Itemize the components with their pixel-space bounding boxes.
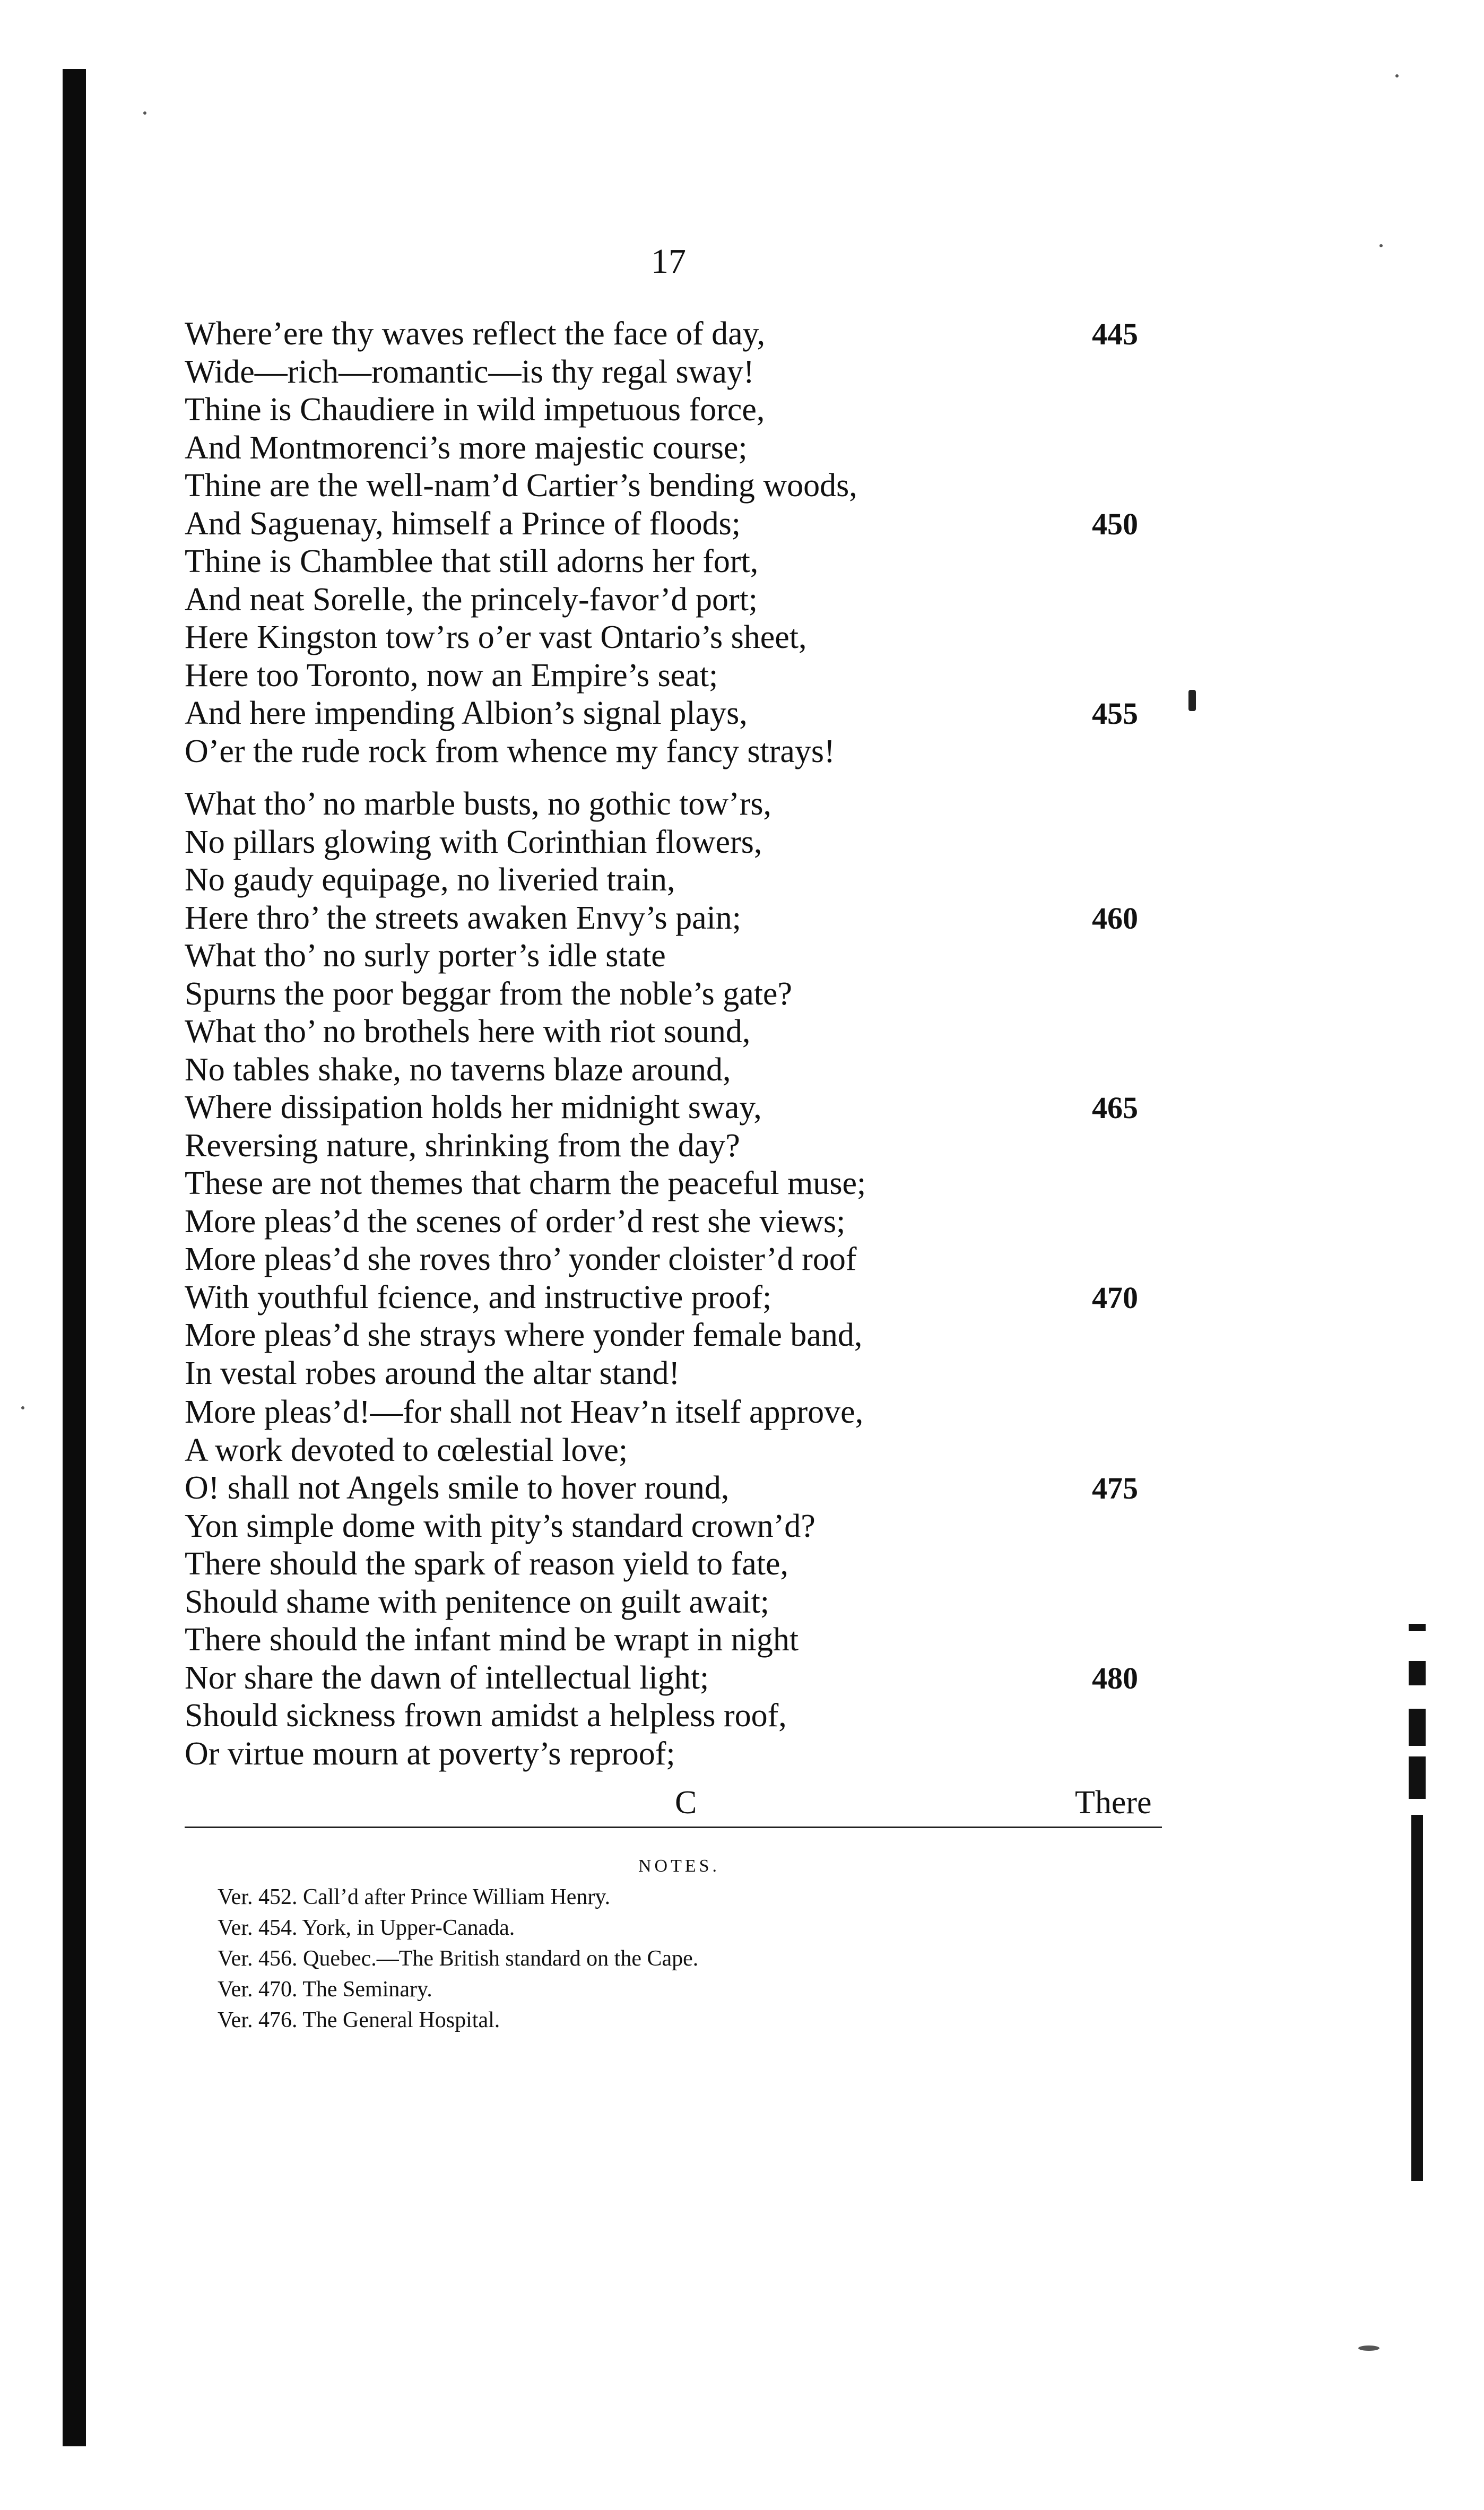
stanza xyxy=(185,1394,1193,1773)
verse-line xyxy=(185,1127,1193,1165)
verse-line xyxy=(185,1469,1193,1508)
verse-text: Thine is Chamblee that still adorns her fort, xyxy=(185,543,759,579)
scan-speck xyxy=(21,1406,24,1409)
verse-text: No pillars glowing with Corinthian flowers, xyxy=(185,824,762,860)
verse-text: Here Kingston tow’rs o’er vast Ontario’s sheet, xyxy=(185,619,807,655)
line-number: 480 xyxy=(1092,1660,1138,1695)
verse-line xyxy=(185,937,1193,975)
verse-text: These are not themes that charm the peaceful muse; xyxy=(185,1165,866,1201)
verse-line xyxy=(185,1203,1193,1241)
verse-line xyxy=(185,1089,1193,1127)
verse-line xyxy=(185,785,1193,824)
notes-list xyxy=(218,1882,1173,2036)
verse-line xyxy=(185,1432,1193,1470)
verse-line xyxy=(185,899,1193,938)
verse-text: Spurns the poor beggar from the noble’s gate? xyxy=(185,975,792,1012)
line-number: 465 xyxy=(1092,1090,1138,1125)
verse-line xyxy=(185,467,1193,505)
verse-line xyxy=(185,1013,1193,1051)
verse-text: With youthful fcience, and instructive proof; xyxy=(185,1279,772,1315)
verse-line xyxy=(185,1394,1193,1432)
verse-line xyxy=(185,657,1193,695)
verse-line xyxy=(185,1735,1193,1773)
verse-line xyxy=(185,1659,1193,1698)
stanza xyxy=(185,315,1193,771)
verse-text: O’er the rude rock from whence my fancy strays! xyxy=(185,733,835,769)
verse-line xyxy=(185,391,1193,429)
scan-speck xyxy=(1379,244,1383,247)
verse-text: Or virtue mourn at poverty’s reproof; xyxy=(185,1735,675,1772)
signature-mark: C xyxy=(675,1785,697,1821)
verse-text: Reversing nature, shrinking from the day? xyxy=(185,1127,740,1164)
verse-line xyxy=(185,543,1193,581)
verse-line xyxy=(185,861,1193,899)
verse-line xyxy=(185,824,1193,862)
line-number: 470 xyxy=(1092,1280,1138,1315)
verse-text: Where dissipation holds her midnight sway, xyxy=(185,1089,762,1126)
verse-text: What tho’ no brothels here with riot sound, xyxy=(185,1014,751,1050)
binding-edge xyxy=(63,69,86,2446)
scan-edge-marks xyxy=(1409,1624,1426,2186)
verse-text: Should shame with penitence on guilt await; xyxy=(185,1583,770,1620)
line-number: 475 xyxy=(1092,1471,1138,1505)
verse-text: Nor share the dawn of intellectual light; xyxy=(185,1659,709,1696)
verse-text: Where’ere thy waves reflect the face of day, xyxy=(185,316,766,352)
verse-line xyxy=(185,1697,1193,1735)
note-item: Ver. 456. Quebec.—The British standard on the Cape. xyxy=(218,1946,699,1971)
verse-line xyxy=(185,1583,1193,1622)
line-number: 455 xyxy=(1092,696,1138,731)
verse-line xyxy=(185,733,1193,771)
note-item: Ver. 476. The General Hospital. xyxy=(218,2008,500,2032)
verse-line xyxy=(185,1317,1193,1355)
verse-text: Yon simple dome with pity’s standard crown’d? xyxy=(185,1508,815,1544)
verse-line xyxy=(185,1355,1193,1393)
notes-heading: NOTES. xyxy=(638,1856,721,1876)
verse-text: More pleas’d!—for shall not Heav’n itself approve, xyxy=(185,1394,864,1430)
scan-speck xyxy=(143,111,146,115)
verse-text: There should the infant mind be wrapt in night xyxy=(185,1622,799,1658)
verse-text: Here too Toronto, now an Empire’s seat; xyxy=(185,657,718,694)
verse-text: More pleas’d she strays where yonder female band, xyxy=(185,1317,863,1353)
verse-text: And neat Sorelle, the princely-favor’d port; xyxy=(185,581,758,618)
verse-text: No tables shake, no taverns blaze around, xyxy=(185,1051,731,1088)
verse-text: Thine is Chaudiere in wild impetuous force, xyxy=(185,392,765,428)
verse-line xyxy=(185,1241,1193,1279)
verse-line xyxy=(185,1165,1193,1203)
verse-text: Here thro’ the streets awaken Envy’s pain; xyxy=(185,899,742,936)
note-item: Ver. 470. The Seminary. xyxy=(218,1977,432,2002)
verse-line xyxy=(185,315,1193,353)
verse-line xyxy=(185,619,1193,657)
verse-text: Wide—rich—romantic—is thy regal sway! xyxy=(185,353,754,390)
verse-line xyxy=(185,353,1193,392)
stanza xyxy=(185,785,1193,1392)
verse-line xyxy=(185,1621,1193,1659)
verse-text: No gaudy equipage, no liveried train, xyxy=(185,862,675,898)
verse-line xyxy=(185,429,1193,468)
catchword: There xyxy=(1075,1785,1152,1821)
line-number: 450 xyxy=(1092,506,1138,541)
scan-speck xyxy=(1395,74,1399,77)
verse-text: And Montmorenci’s more majestic course; xyxy=(185,429,748,466)
note-item: Ver. 454. York, in Upper-Canada. xyxy=(218,1916,515,1940)
verse-text: A work devoted to cœlestial love; xyxy=(185,1432,628,1468)
footer-rule xyxy=(185,1827,1162,1828)
verse-line xyxy=(185,1279,1193,1317)
verse-text: More pleas’d she roves thro’ yonder cloister’d roof xyxy=(185,1241,857,1277)
verse-line xyxy=(185,581,1193,619)
verse-line xyxy=(185,975,1193,1014)
line-number: 460 xyxy=(1092,901,1138,936)
verse-line xyxy=(185,505,1193,543)
verse-line xyxy=(185,1051,1193,1089)
note-item: Ver. 452. Call’d after Prince William Henry. xyxy=(218,1885,611,1909)
verse-text: More pleas’d the scenes of order’d rest she views; xyxy=(185,1203,846,1240)
verse-text: What tho’ no marble busts, no gothic tow’rs, xyxy=(185,786,772,822)
verse-text: And here impending Albion’s signal plays, xyxy=(185,695,748,731)
verse-text: Thine are the well-nam’d Cartier’s bending woods, xyxy=(185,468,857,504)
verse-text: In vestal robes around the altar stand! xyxy=(185,1355,680,1391)
verse-text: And Saguenay, himself a Prince of floods; xyxy=(185,505,741,542)
verse-line xyxy=(185,1508,1193,1546)
verse-text: There should the spark of reason yield to fate, xyxy=(185,1546,789,1582)
verse-line xyxy=(185,1545,1193,1583)
verse-text: What tho’ no surly porter’s idle state xyxy=(185,938,666,974)
verse-line xyxy=(185,695,1193,733)
verse-text: O! shall not Angels smile to hover round, xyxy=(185,1470,730,1506)
verse-text: Should sickness frown amidst a helpless roof, xyxy=(185,1698,787,1734)
scan-speck xyxy=(1358,2345,1379,2351)
page-number: 17 xyxy=(651,242,686,281)
line-number: 445 xyxy=(1092,317,1138,351)
